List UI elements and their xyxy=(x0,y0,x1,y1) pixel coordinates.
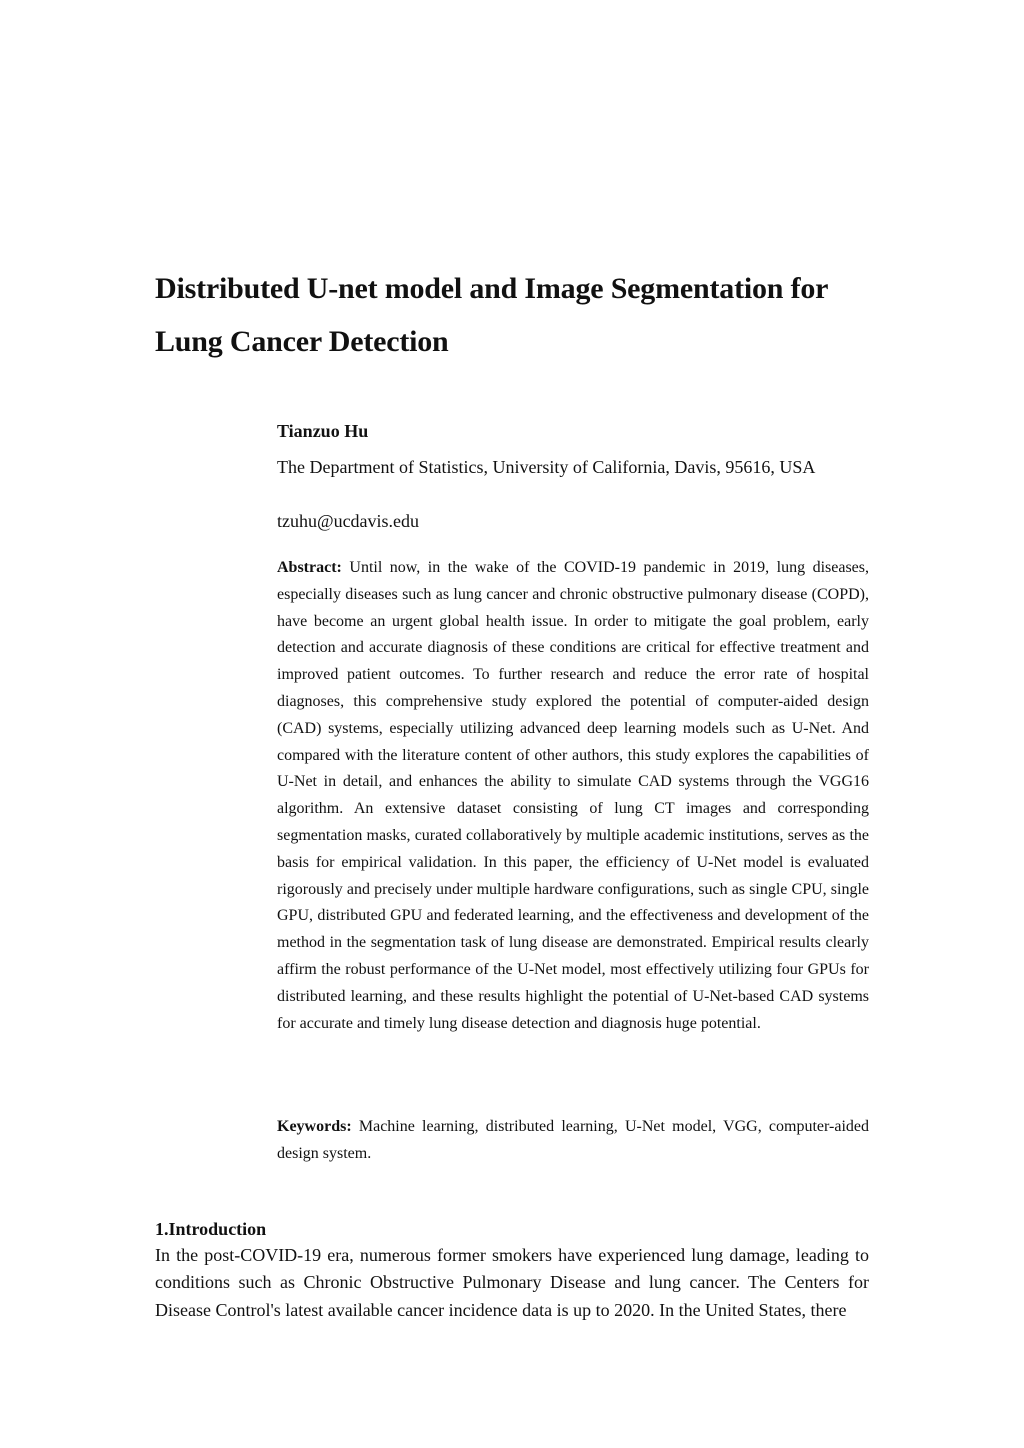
introduction-paragraph: In the post-COVID-19 era, numerous former smokers have experienced lung damage, leading to conditions such as Chronic Obstructive Pulmonary Disease and lung cancer. The Centers for Disease Control's latest available cancer incidence data is up to 2020. In the United States, there xyxy=(155,1245,869,1320)
keywords-text: Machine learning, distributed learning, U-Net model, VGG, computer-aided design system. xyxy=(277,1118,870,1162)
paper-title: Distributed U-net model and Image Segmentation for Lung Cancer Detection xyxy=(155,272,828,358)
abstract-text: Until now, in the wake of the COVID-19 pandemic in 2019, lung diseases, especially diseases such as lung cancer and chronic obstructive pulmonary disease (COPD), have become an urgent global health issue. In order to mitigate the goal problem, early detection and accurate diagnosis of these conditions are critical for effective treatment and improved patient outcomes. To further research and reduce the error rate of hospital diagnoses, this comprehensive study explored the potential of computer-aided design (CAD) systems, especially utilizing advanced deep learning models such as U-Net. And compared with the literature content of other authors, this study explores the capabilities of U-Net in detail, and enhances the ability to simulate CAD systems through the VGG16 algorithm. An extensive dataset consisting of lung CT images and corresponding segmentation masks, curated collaboratively by multiple academic institutions, serves as the basis for empirical validation. In this paper, the efficiency of U-Net model is evaluated rigorously and precisely under multiple hardware configurations, such as single CPU, single GPU, distributed GPU and federated learning, and the effectiveness and development of the method in the segmentation task of lung disease are demonstrated. Empirical results clearly affirm the robust performance of the U-Net model, most effectively utilizing four GPUs for distributed learning, and these results highlight the potential of U-Net-based CAD systems for accurate and timely lung disease detection and diagnosis huge potential. xyxy=(277,559,870,1032)
author-affiliation: The Department of Statistics, University of California, Davis, 95616, USA xyxy=(277,457,816,477)
abstract-paragraph xyxy=(277,555,869,1037)
section-heading-introduction: 1.Introduction xyxy=(155,1219,267,1239)
abstract-label: Abstract: xyxy=(277,559,342,576)
keywords-paragraph xyxy=(277,1113,869,1167)
keywords-label: Keywords: xyxy=(277,1118,352,1135)
author-email: tzuhu@ucdavis.edu xyxy=(277,511,420,531)
author-block xyxy=(277,419,877,533)
author-name: Tianzuo Hu xyxy=(277,421,369,441)
